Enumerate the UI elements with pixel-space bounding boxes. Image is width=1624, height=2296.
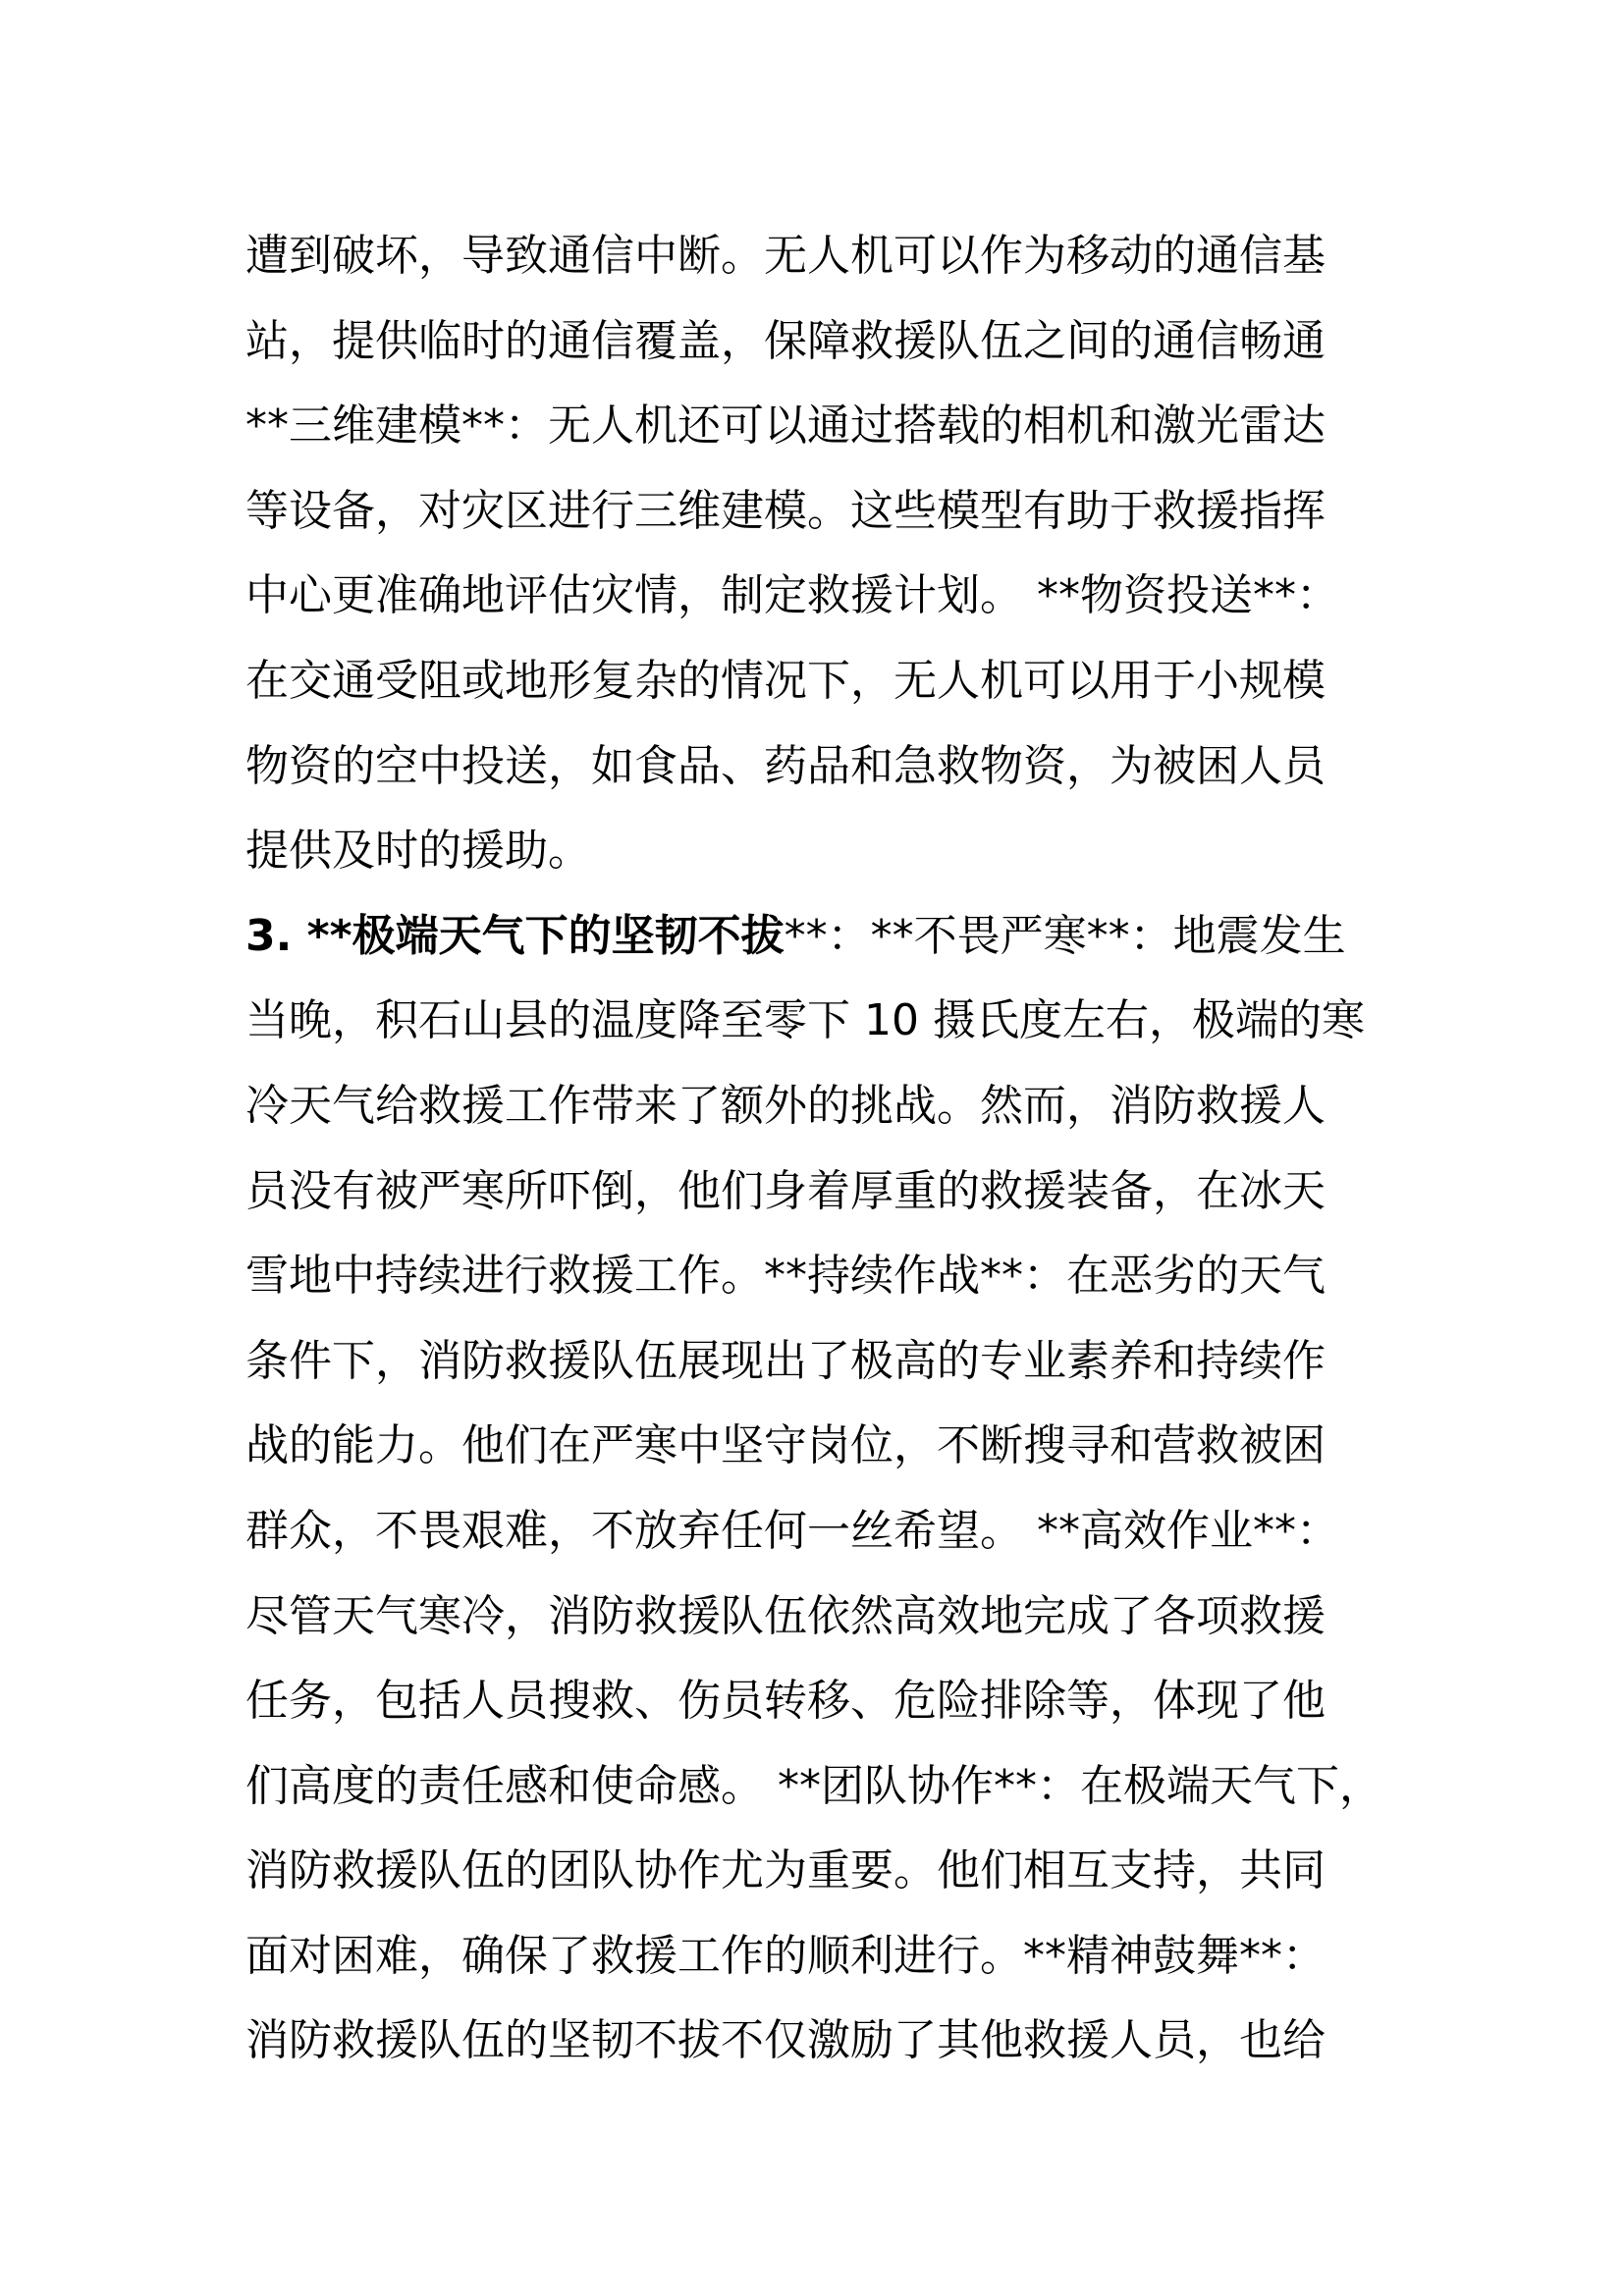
section-heading-line bbox=[245, 894, 1384, 980]
text-line: 提供及时的援助。 bbox=[245, 826, 591, 877]
text-line: 任务，包括人员搜救、伤员转移、危险排除等，体现了他 bbox=[245, 1676, 1326, 1727]
text-line: 尽管天气寒冷，消防救援队伍依然高效地完成了各项救援 bbox=[245, 1590, 1326, 1641]
text-line: 条件下，消防救援队伍展现出了极高的专业素养和持续作 bbox=[245, 1335, 1326, 1386]
document-page bbox=[245, 214, 1384, 2084]
text-line: 等设备，对灾区进行三维建模。这些模型有助于救援指挥 bbox=[245, 485, 1326, 536]
text-line: 群众，不畏艰难，不放弃任何一丝希望。 **高效作业**： bbox=[245, 1505, 1339, 1556]
text-line: 员没有被严寒所吓倒，他们身着厚重的救援装备，在冰天 bbox=[245, 1165, 1326, 1216]
text-line: 们高度的责任感和使命感。 **团队协作**：在极端天气下， bbox=[245, 1760, 1382, 1811]
text-line: 物资的空中投送，如食品、药品和急救物资，为被困人员 bbox=[245, 740, 1326, 791]
text-line: 中心更准确地评估灾情，制定救援计划。 **物资投送**： bbox=[245, 570, 1339, 621]
text-line: 战的能力。他们在严寒中坚守岗位，不断搜寻和营救被困 bbox=[245, 1420, 1326, 1471]
text-line: 面对困难，确保了救援工作的顺利进行。**精神鼓舞**： bbox=[245, 1930, 1326, 1981]
heading-continuation: **：**不畏严寒**：地震发生 bbox=[784, 910, 1346, 961]
text-line: 冷天气给救援工作带来了额外的挑战。然而，消防救援人 bbox=[245, 1080, 1326, 1131]
text-line: 消防救援队伍的坚韧不拔不仅激励了其他救援人员，也给 bbox=[245, 2015, 1326, 2066]
text-line: **三维建模**：无人机还可以通过搭载的相机和激光雷达 bbox=[245, 400, 1326, 452]
text-line: 遭到破坏，导致通信中断。无人机可以作为移动的通信基 bbox=[245, 231, 1326, 281]
text-line: 站，提供临时的通信覆盖，保障救援队伍之间的通信畅通 bbox=[245, 315, 1326, 366]
text-line: 当晚，积石山县的温度降至零下 10 摄氏度左右，极端的寒 bbox=[245, 995, 1365, 1046]
section-heading: 3. **极端天气下的坚韧不拔 bbox=[245, 910, 785, 961]
text-line: 雪地中持续进行救援工作。**持续作战**：在恶劣的天气 bbox=[245, 1251, 1326, 1302]
text-line: 在交通受阻或地形复杂的情况下，无人机可以用于小规模 bbox=[245, 655, 1326, 706]
text-line: 消防救援队伍的团队协作尤为重要。他们相互支持，共同 bbox=[245, 1845, 1326, 1896]
